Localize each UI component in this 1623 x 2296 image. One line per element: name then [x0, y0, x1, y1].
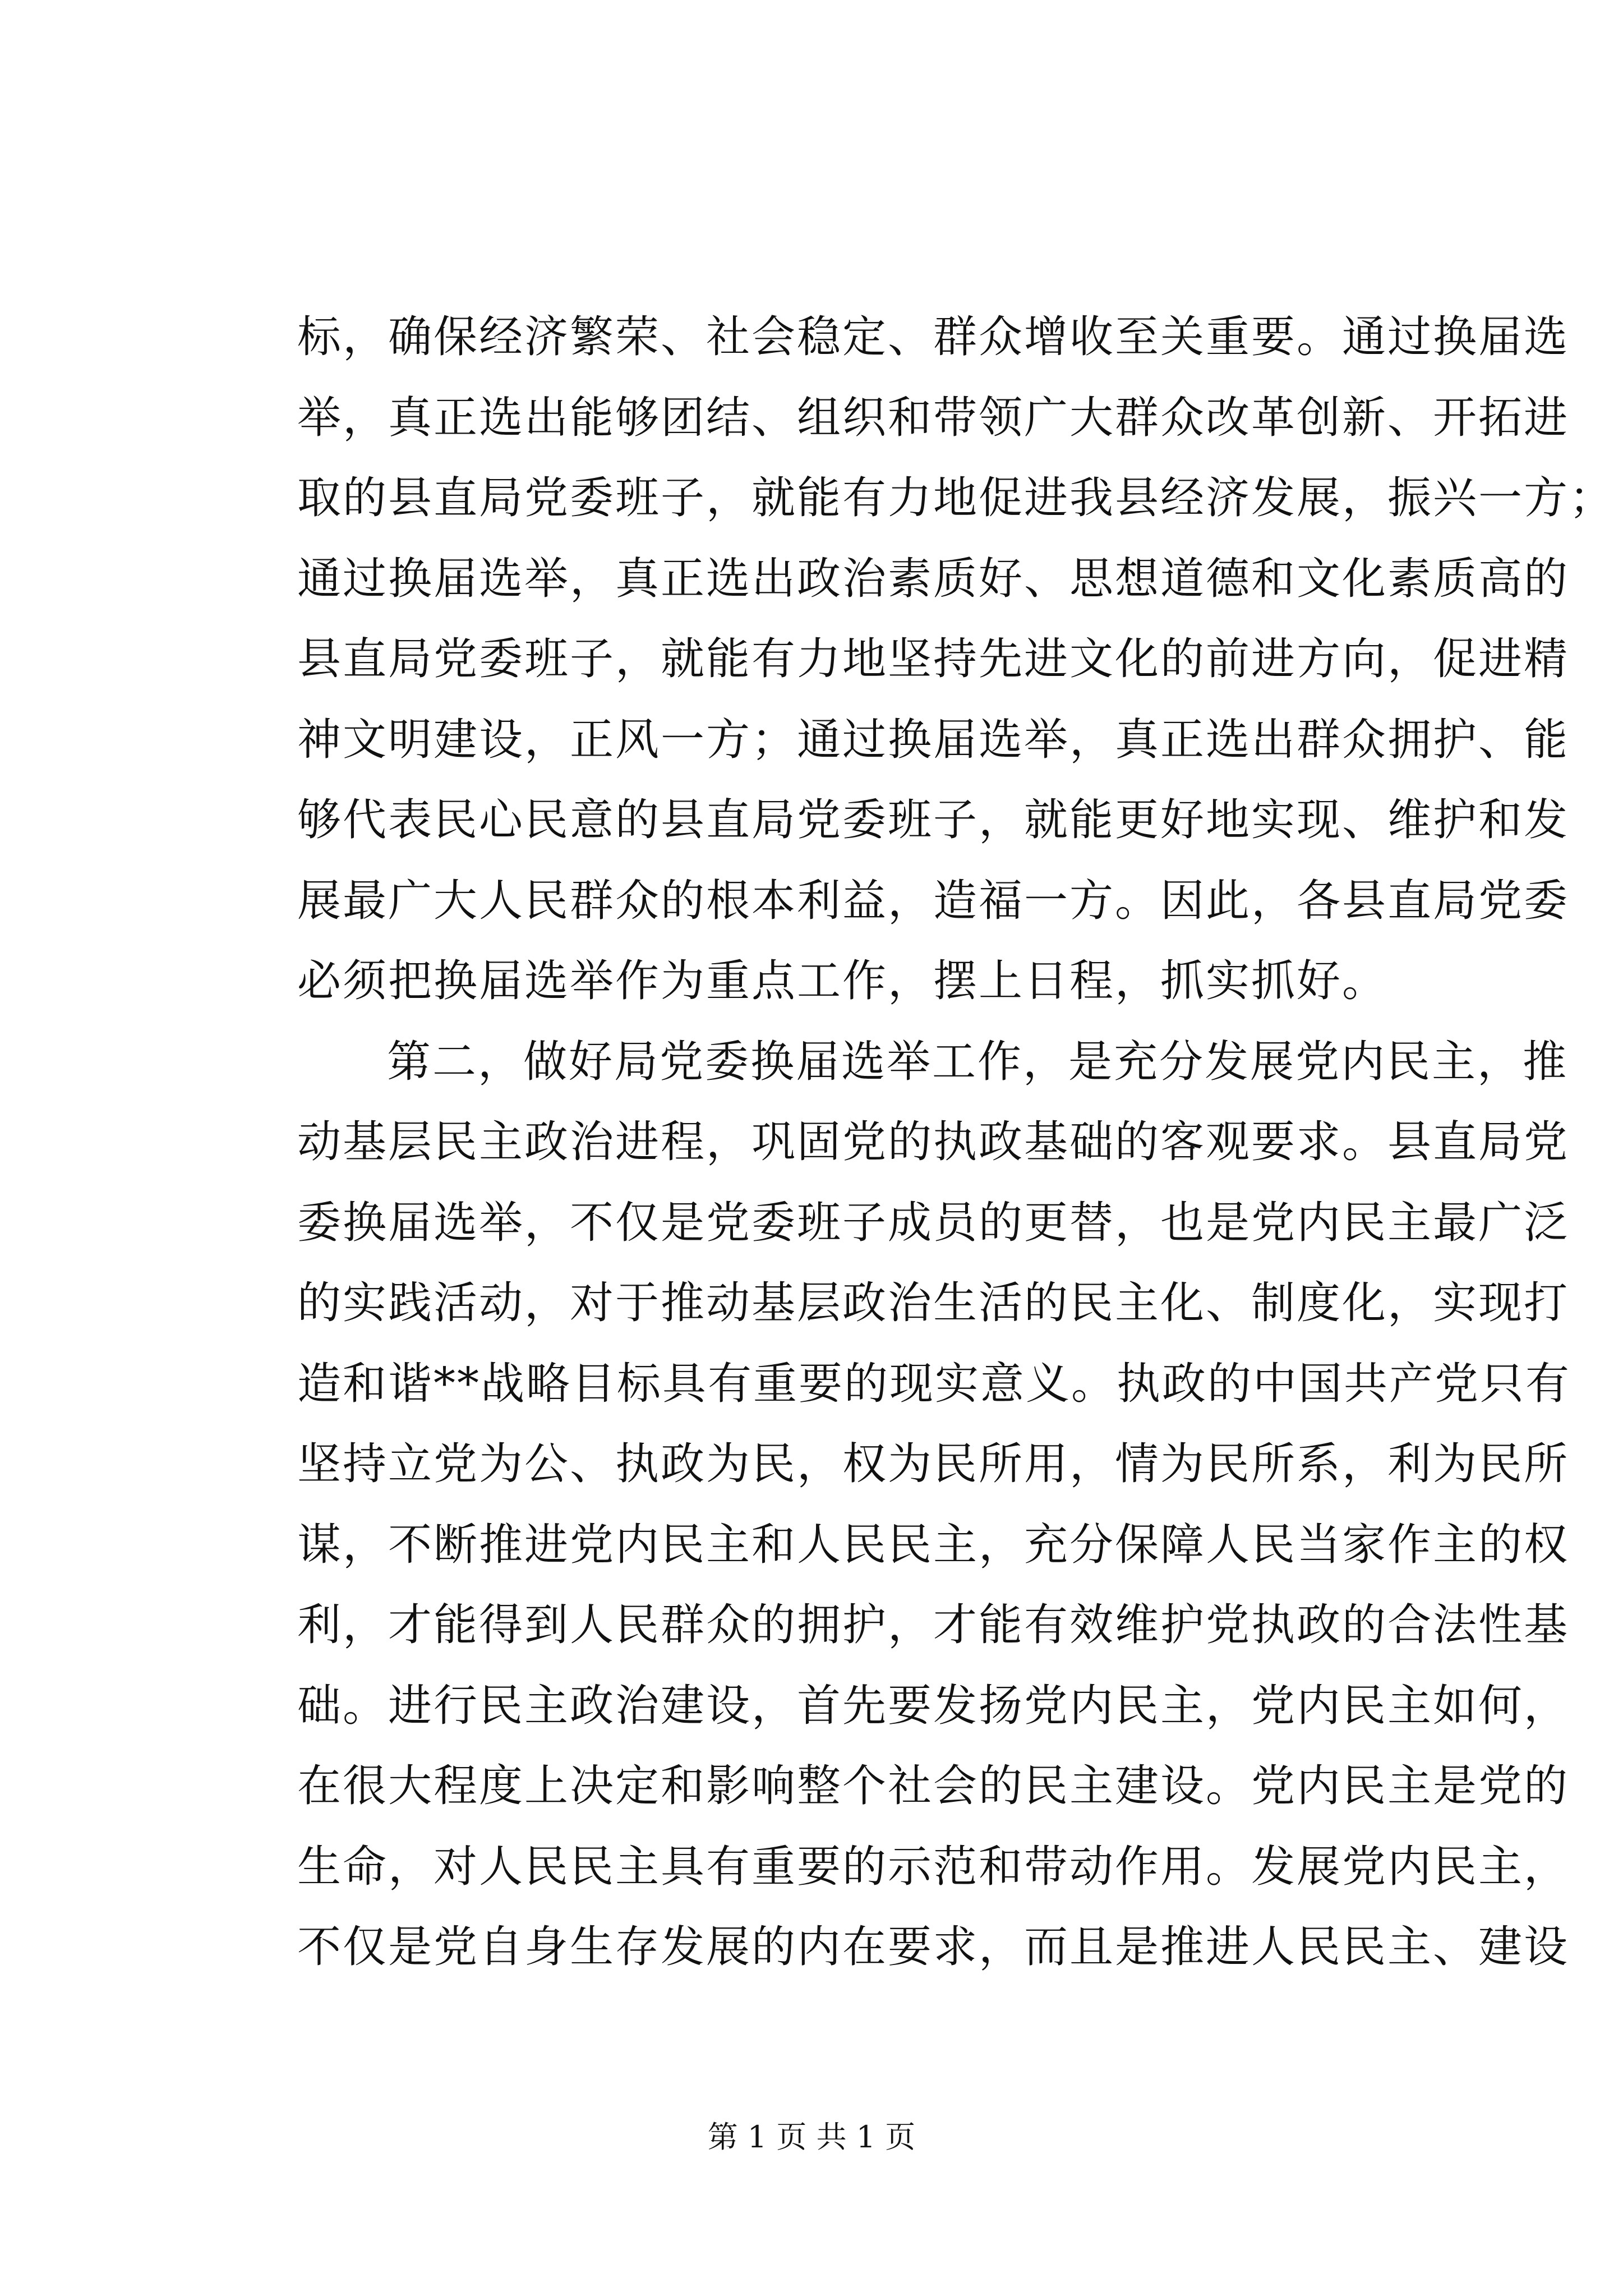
text-line: 造和谐**战略目标具有重要的现实意义。执政的中国共产党只有 [297, 1358, 1571, 1409]
text-line: 生命，对人民民主具有重要的示范和带动作用。发展党内民主， [297, 1841, 1570, 1892]
text-line: 举，真正选出能够团结、组织和带领广大群众改革创新、开拓进 [297, 392, 1570, 443]
text-line: 标，确保经济繁荣、社会稳定、群众增收至关重要。通过换届选 [297, 312, 1570, 362]
text-line: 不仅是党自身生存发展的内在要求，而且是推进人民民主、建设 [297, 1922, 1570, 1972]
text-line: 动基层民主政治进程，巩固党的执政基础的客观要求。县直局党 [297, 1117, 1570, 1167]
text-line: 的实践活动，对于推动基层政治生活的民主化、制度化，实现打 [297, 1278, 1570, 1328]
page-number-label: 第 1 页 共 1 页 [707, 2119, 916, 2155]
text-line: 取的县直局党委班子，就能有力地促进我县经济发展，振兴一方； [297, 473, 1615, 523]
text-line: 利，才能得到人民群众的拥护，才能有效维护党执政的合法性基 [297, 1600, 1570, 1650]
text-line: 在很大程度上决定和影响整个社会的民主建设。党内民主是党的 [297, 1761, 1570, 1811]
paragraph-start-line: 第二，做好局党委换届选举工作，是充分发展党内民主，推 [387, 1036, 1569, 1087]
text-line: 谋，不断推进党内民主和人民民主，充分保障人民当家作主的权 [297, 1519, 1570, 1570]
text-line: 够代表民心民意的县直局党委班子，就能更好地实现、维护和发 [297, 795, 1570, 845]
text-line: 通过换届选举，真正选出政治素质好、思想道德和文化素质高的 [297, 553, 1570, 604]
text-line: 委换届选举，不仅是党委班子成员的更替，也是党内民主最广泛 [297, 1197, 1570, 1248]
text-line: 础。进行民主政治建设，首先要发扬党内民主，党内民主如何， [297, 1680, 1570, 1731]
text-line: 坚持立党为公、执政为民，权为民所用，情为民所系，利为民所 [297, 1439, 1570, 1489]
page-footer [0, 2118, 1623, 2157]
text-line: 展最广大人民群众的根本利益，造福一方。因此，各县直局党委 [297, 875, 1570, 926]
text-line: 必须把换届选举作为重点工作，摆上日程，抓实抓好。 [297, 956, 1388, 1006]
text-line: 县直局党委班子，就能有力地坚持先进文化的前进方向，促进精 [297, 634, 1570, 684]
document-body [297, 297, 1615, 1988]
text-line: 神文明建设，正风一方；通过换届选举，真正选出群众拥护、能 [297, 714, 1570, 765]
